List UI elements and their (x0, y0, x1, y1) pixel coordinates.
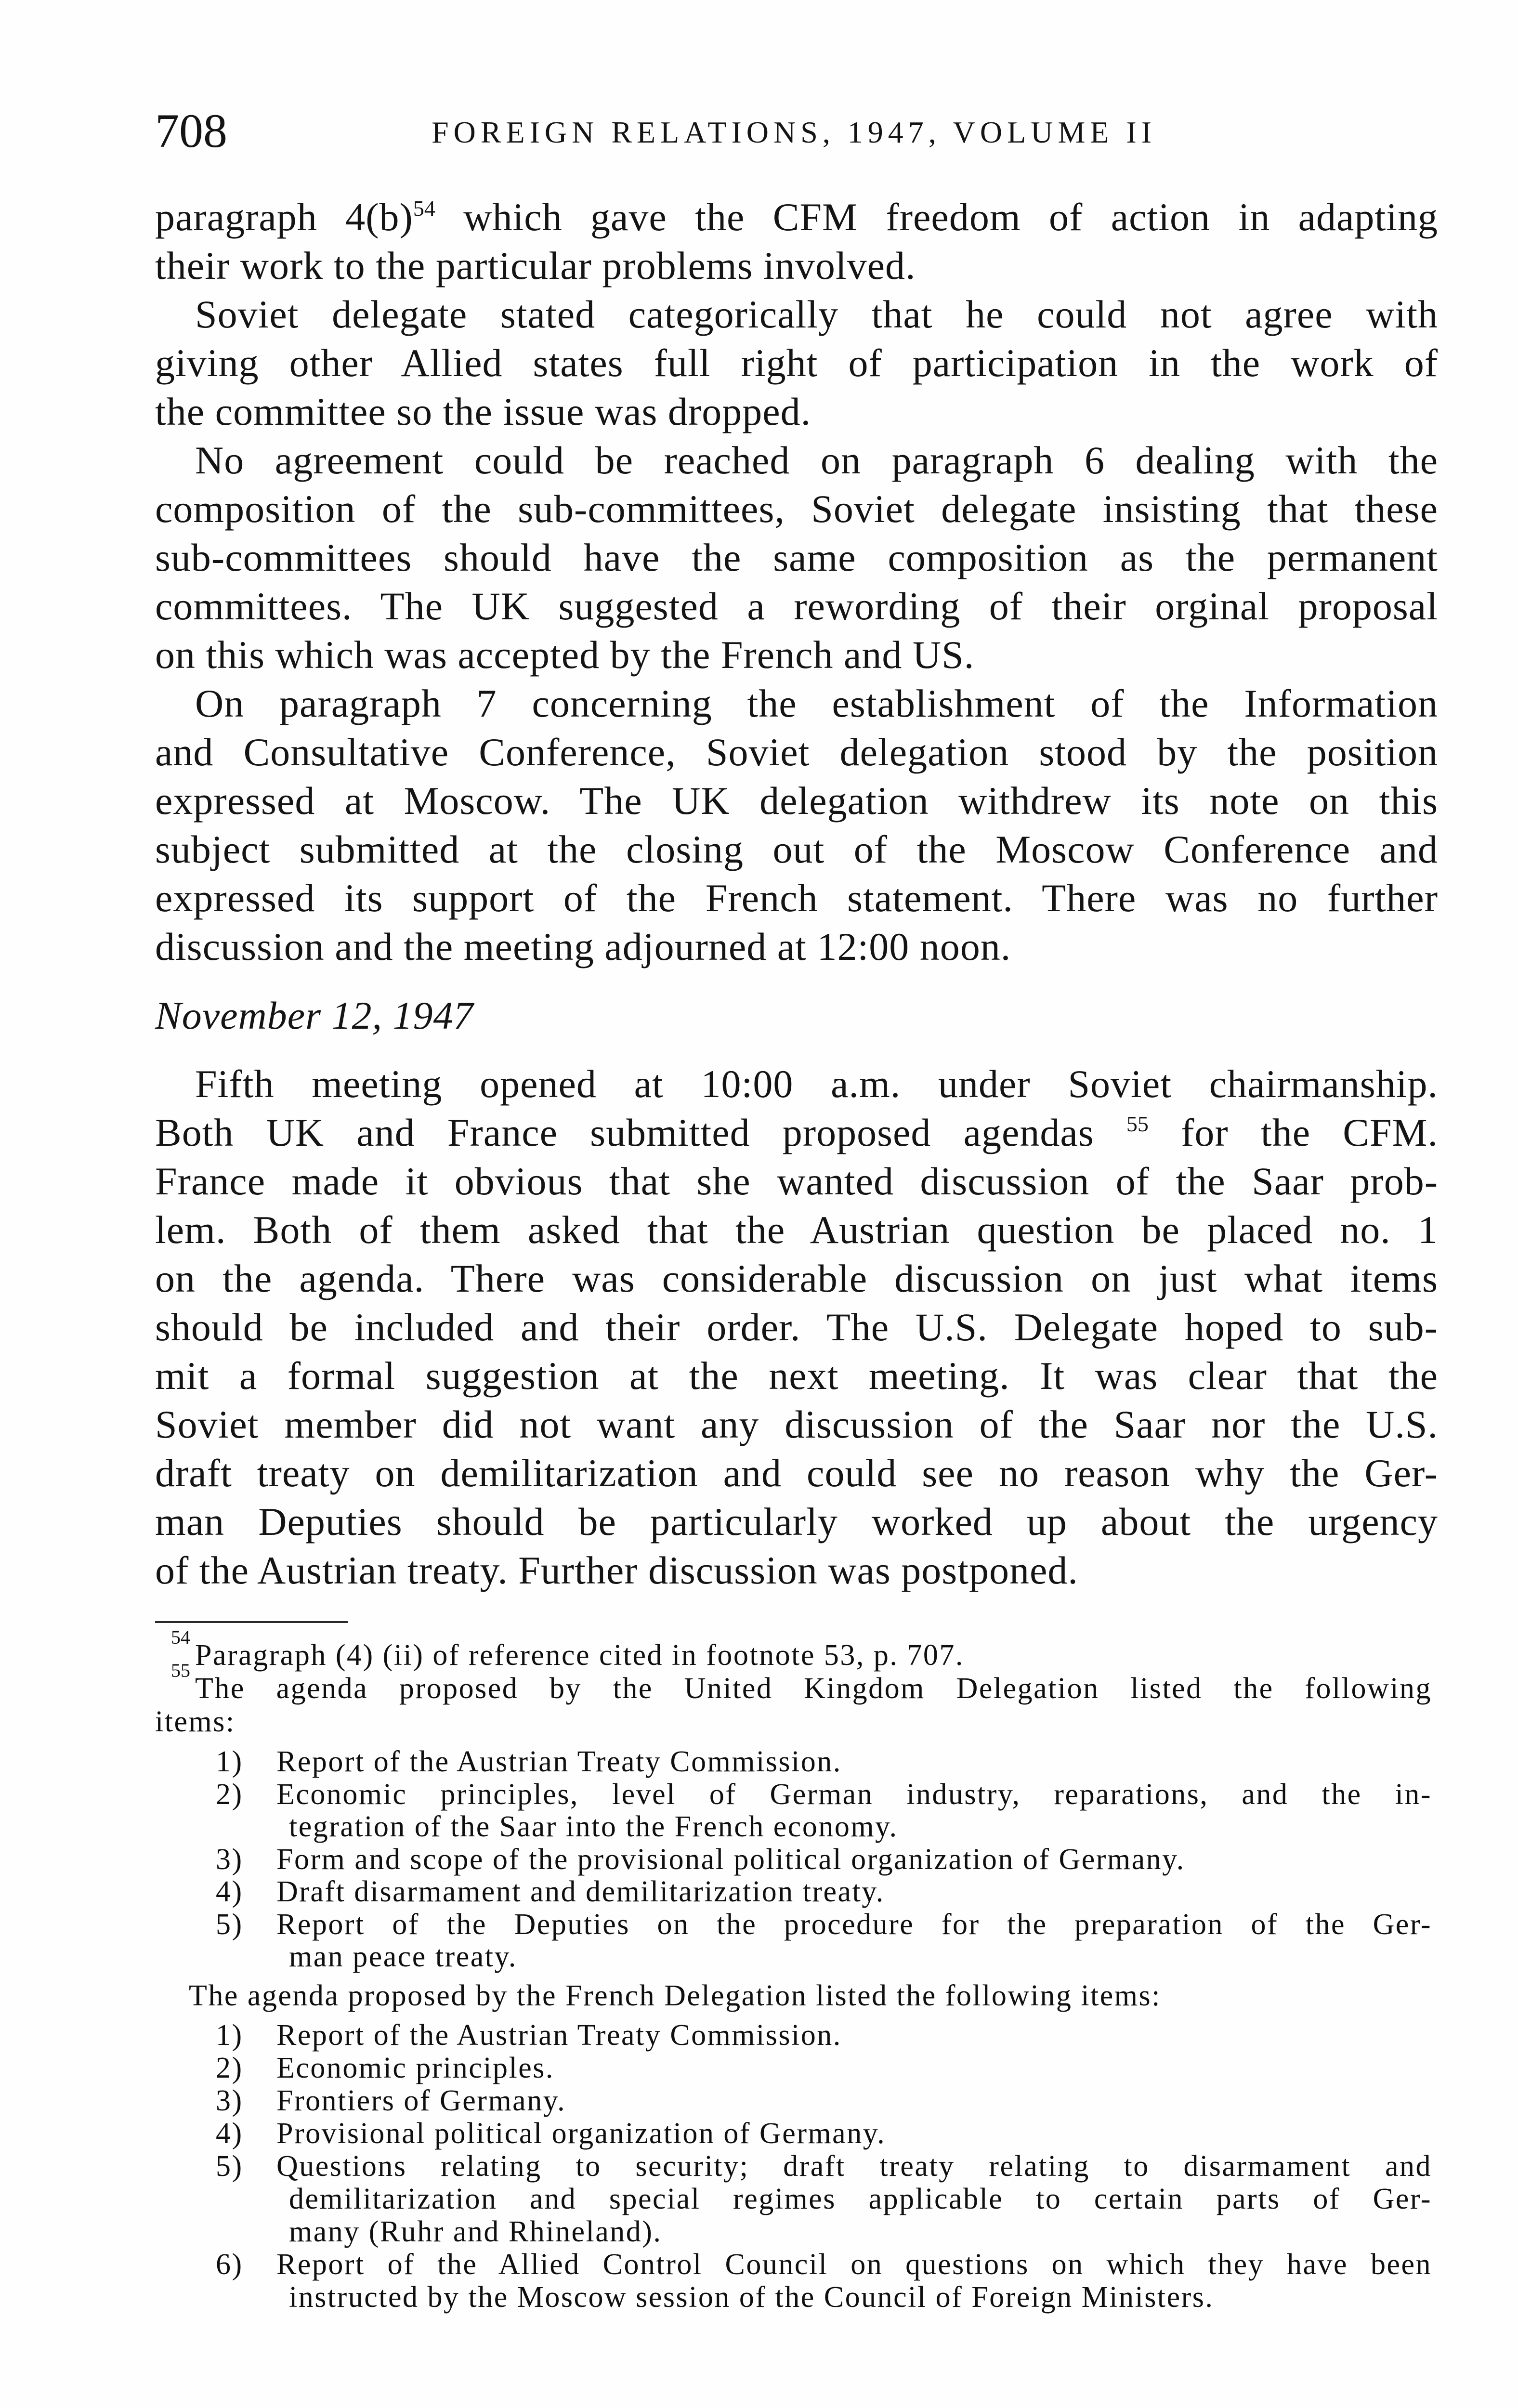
list-item (0, 1746, 1432, 1779)
item-number: 4) (216, 2117, 243, 2150)
item-text: Economic principles, level of German industry, reparations, and the in- (276, 1778, 1432, 1811)
footnote-text: Paragraph (4) (ii) of reference cited in footnote 53, p. 707. (195, 1639, 964, 1672)
body-line: mit a formal suggestion at the next meeting. It was clear that the (155, 1354, 1438, 1398)
item-number: 3) (216, 2084, 243, 2117)
body-line: man Deputies should be particularly worked up about the urgency (155, 1500, 1438, 1544)
list-item (0, 2150, 1432, 2183)
body-line: sub-committees should have the same composition as the permanent (155, 536, 1438, 579)
footnote-divider (155, 1621, 348, 1623)
body-line: expressed at Moscow. The UK delegation withdrew its note on this (155, 779, 1438, 823)
list-item (0, 2052, 1432, 2084)
item-number: 2) (216, 1778, 243, 1811)
body-line: discussion and the meeting adjourned at 12:00 noon. (155, 925, 1011, 968)
item-text: Frontiers of Germany. (276, 2084, 566, 2117)
body-line: on this which was accepted by the French and US. (155, 633, 975, 677)
footnote-ref-54: 54 (413, 196, 435, 221)
body-line: Soviet member did not want any discussion of the Saar nor the U.S. (155, 1402, 1438, 1446)
body-line: Fifth meeting opened at 10:00 a.m. under Soviet chairmanship. (195, 1062, 1438, 1106)
item-number: 1) (216, 1745, 243, 1778)
list-item (0, 1876, 1432, 1909)
body-line: On paragraph 7 concerning the establishment of the Information (195, 681, 1438, 725)
item-text: Report of the Deputies on the procedure for the preparation of the Ger- (276, 1908, 1432, 1941)
body-line: their work to the particular problems involved. (155, 244, 916, 288)
item-number: 6) (216, 2248, 243, 2281)
body-line: lem. Both of them asked that the Austrian question be placed no. 1 (155, 1208, 1438, 1252)
uk-agenda-list (0, 1746, 1432, 1974)
item-number: 2) (216, 2052, 243, 2084)
running-title: FOREIGN RELATIONS, 1947, VOLUME II (432, 115, 1156, 149)
body-line: France made it obvious that she wanted discussion of the Saar prob- (155, 1159, 1438, 1203)
body-line: draft treaty on demilitarization and could see no reason why the Ger- (155, 1451, 1438, 1495)
item-number: 4) (216, 1875, 243, 1908)
item-text: Report of the Austrian Treaty Commission. (276, 1745, 842, 1778)
item-number: 5) (216, 2150, 243, 2183)
body-line (155, 193, 1438, 241)
list-item-continuation: man peace treaty. (289, 1940, 517, 1973)
list-item (0, 1779, 1432, 1811)
list-item (0, 2117, 1432, 2150)
footnote-55-line (0, 1660, 1432, 1705)
list-item (0, 1844, 1432, 1876)
page-number: 708 (155, 104, 227, 157)
text-segment: for the CFM. (1148, 1111, 1439, 1154)
text-segment: paragraph 4(b) (155, 195, 413, 239)
item-text: Economic principles. (276, 2052, 554, 2084)
date-heading: November 12, 1947 (155, 994, 474, 1037)
body-line: subject submitted at the closing out of the Moscow Conference and (155, 827, 1438, 871)
text-segment: which gave the CFM freedom of action in adapting (435, 195, 1439, 239)
text-segment: Both UK and France submitted proposed agendas (155, 1111, 1126, 1154)
body-line: committees. The UK suggested a rewording of their orginal proposal (155, 584, 1438, 628)
footnote-ref-55: 55 (1126, 1112, 1149, 1136)
body-text-block-1 (155, 193, 1438, 971)
footnote-marker: 55 (171, 1660, 190, 1682)
list-item (0, 2019, 1432, 2052)
body-line: the committee so the issue was dropped. (155, 390, 811, 433)
item-text: Report of the Allied Control Council on questions on which they have been (276, 2248, 1432, 2281)
footnote-55-line: items: (155, 1705, 236, 1738)
item-number: 3) (216, 1843, 243, 1876)
item-text: Form and scope of the provisional political organization of Germany. (276, 1843, 1185, 1876)
list-item-continuation: instructed by the Moscow session of the Council of Foreign Ministers. (289, 2281, 1214, 2314)
french-agenda-intro (0, 1979, 1432, 2012)
body-line: expressed its support of the French statement. There was no further (155, 876, 1438, 920)
body-text-block-2 (155, 1060, 1438, 1595)
item-text: Draft disarmament and demilitarization treaty. (276, 1875, 885, 1908)
body-line (155, 1108, 1438, 1157)
body-line: No agreement could be reached on paragraph 6 dealing with the (195, 438, 1438, 482)
list-item-continuation: many (Ruhr and Rhineland). (289, 2215, 662, 2248)
body-line: of the Austrian treaty. Further discussion was postponed. (155, 1548, 1078, 1592)
list-item-continuation: demilitarization and special regimes applicable to certain parts of Ger- (289, 2183, 1432, 2215)
footnote-text: The agenda proposed by the United Kingdom Delegation listed the following (195, 1672, 1432, 1705)
item-number: 5) (216, 1908, 243, 1941)
body-line: composition of the sub-committees, Soviet delegate insisting that these (155, 487, 1438, 531)
list-item (0, 2248, 1432, 2281)
list-item-continuation: tegration of the Saar into the French economy. (289, 1810, 898, 1843)
item-text: Questions relating to security; draft treaty relating to disarmament and (276, 2150, 1432, 2183)
footnotes-intro (0, 1626, 1432, 1739)
french-agenda-list (0, 2019, 1432, 2314)
footnote-marker: 54 (171, 1626, 190, 1649)
body-line: on the agenda. There was considerable discussion on just what items (155, 1256, 1438, 1300)
footnote-paragraph: The agenda proposed by the French Delegation listed the following items: (189, 1979, 1161, 2012)
item-text: Report of the Austrian Treaty Commission. (276, 2019, 842, 2052)
list-item (0, 1909, 1432, 1941)
item-text: Provisional political organization of Germany. (276, 2117, 886, 2150)
body-line: and Consultative Conference, Soviet delegation stood by the position (155, 730, 1438, 774)
body-line: should be included and their order. The U.S. Delegate hoped to sub- (155, 1305, 1438, 1349)
item-number: 1) (216, 2019, 243, 2052)
list-item (0, 2084, 1432, 2117)
body-line: giving other Allied states full right of participation in the work of (155, 341, 1438, 385)
footnote-54 (0, 1626, 1432, 1672)
body-line: Soviet delegate stated categorically that he could not agree with (195, 292, 1438, 336)
